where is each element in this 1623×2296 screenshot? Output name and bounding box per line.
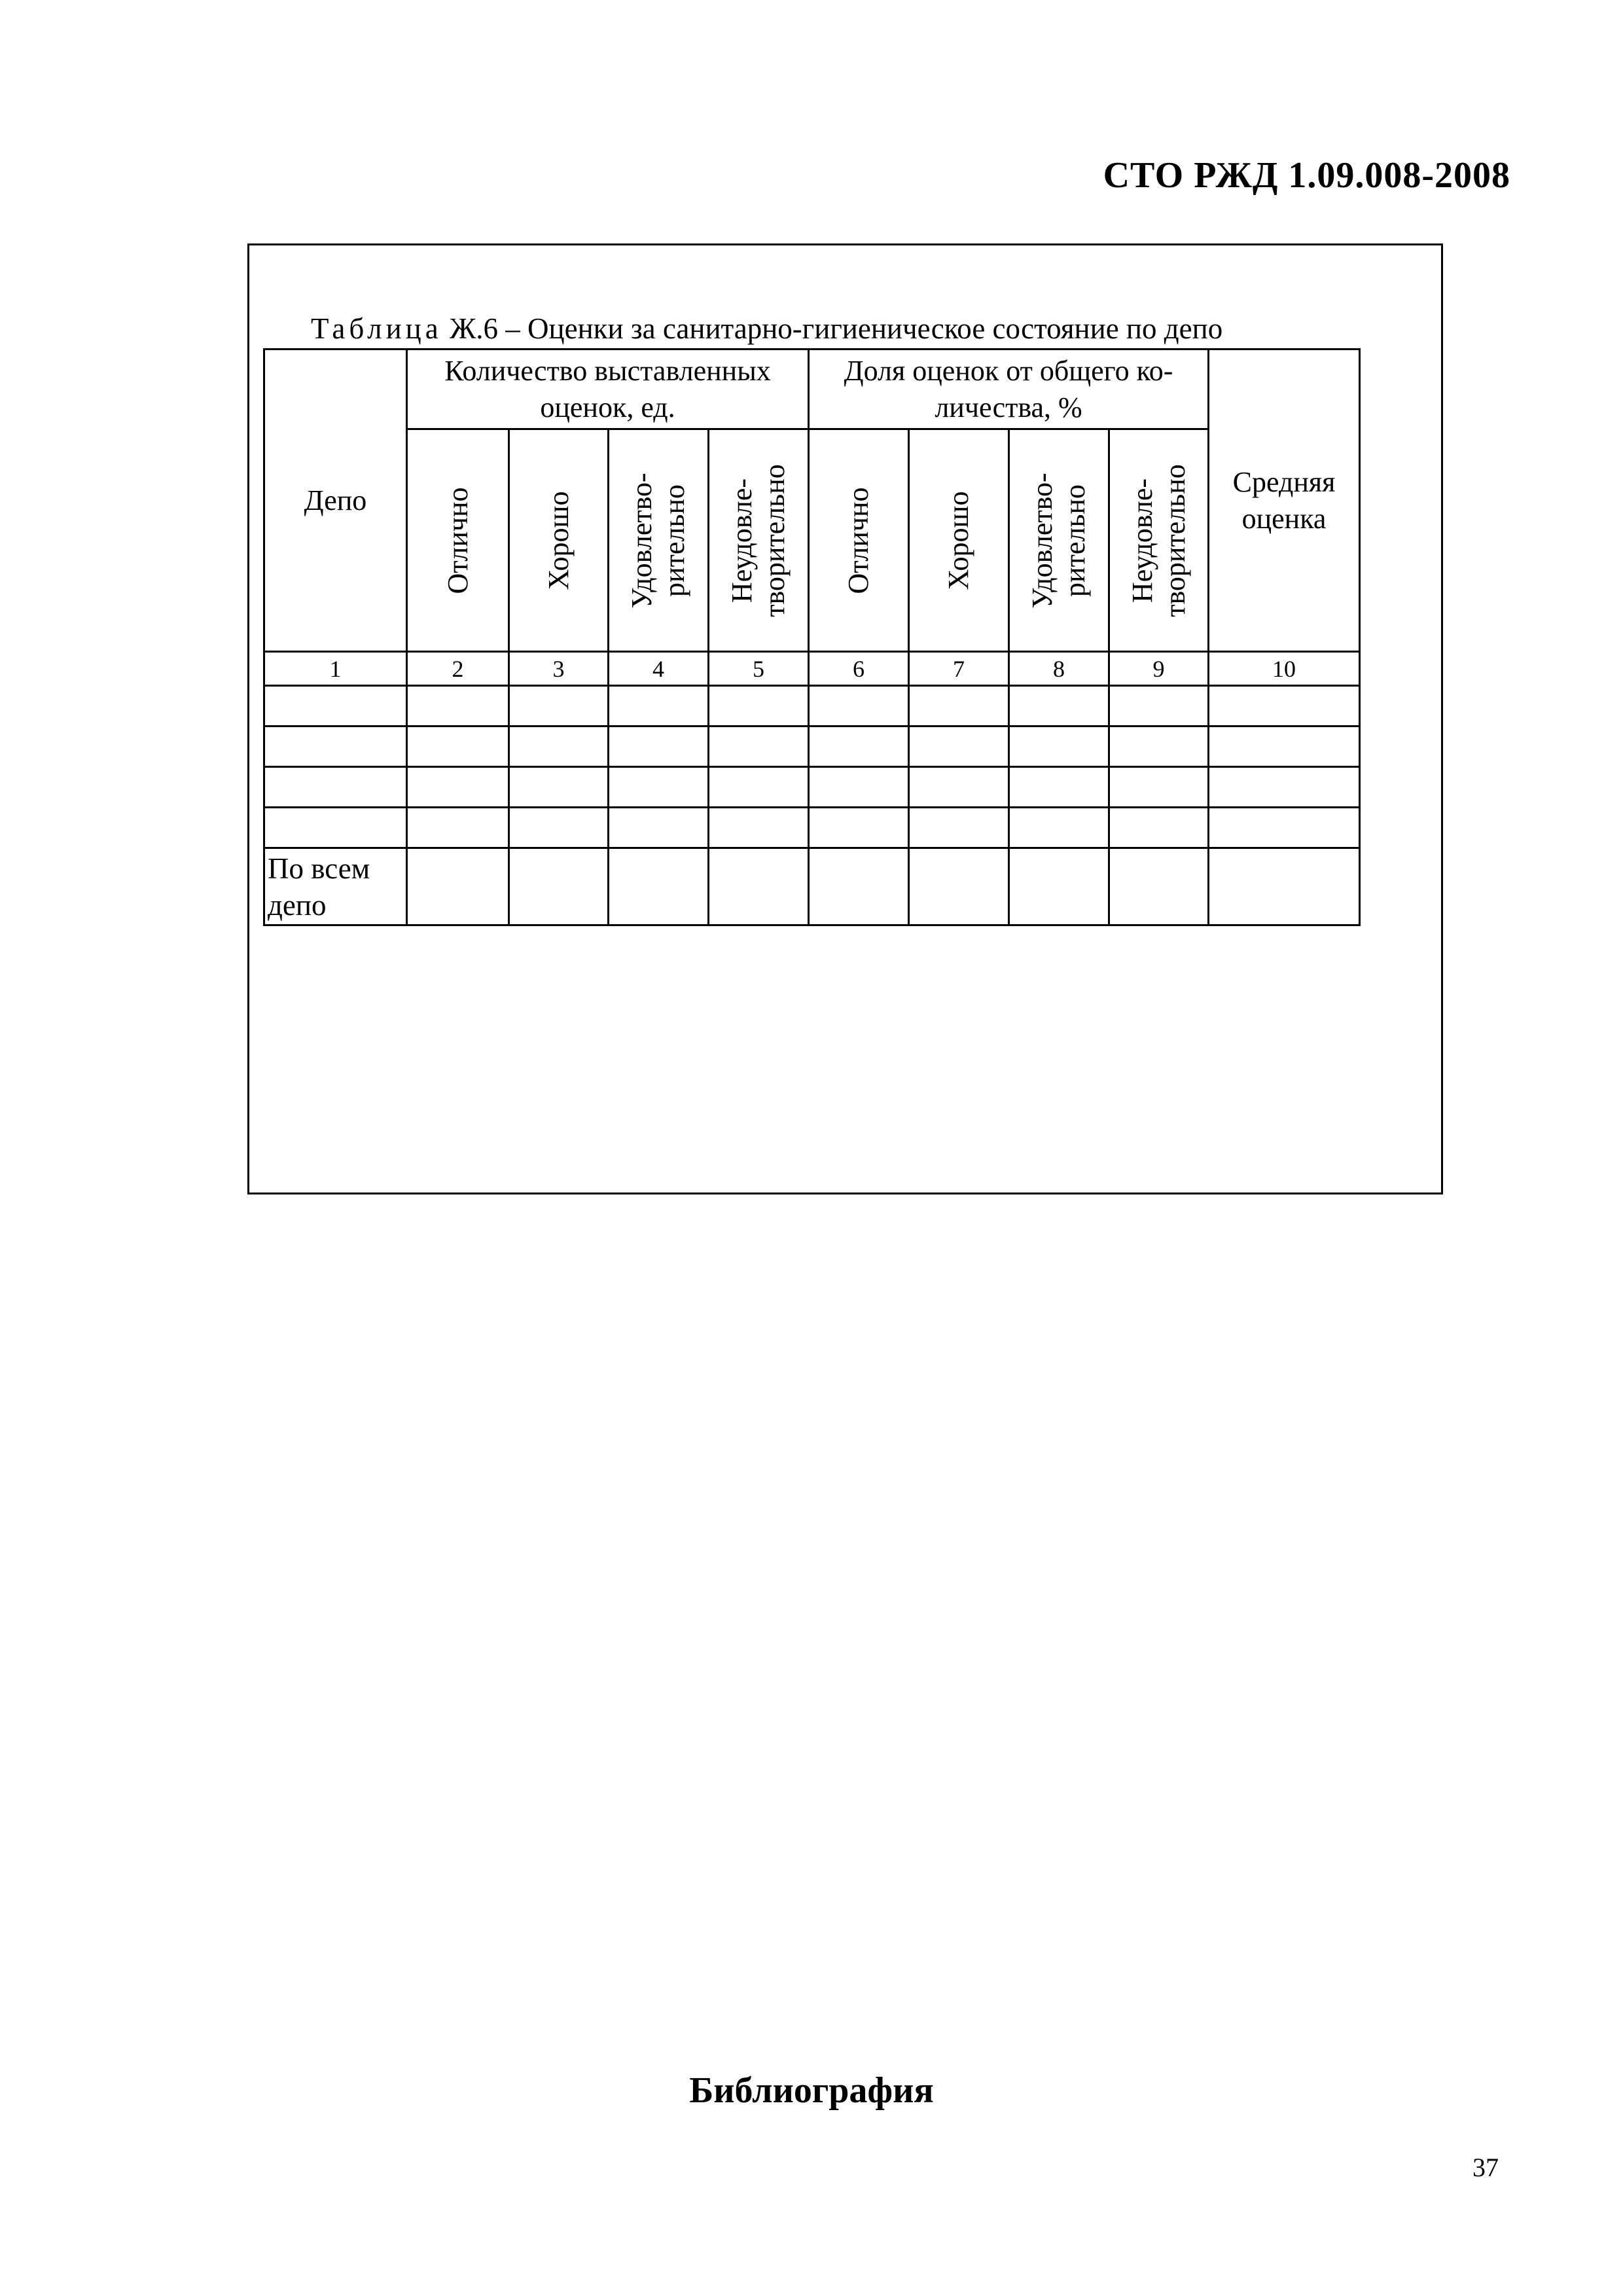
table-cell [1209,767,1360,808]
table-cell [509,726,609,767]
caption-prefix: Таблица [311,312,442,345]
caption-text: Ж.6 – Оценки за санитарно-гигиеническое состояние по депо [442,312,1223,345]
total-label [264,848,407,925]
table-cell [1109,767,1209,808]
subheader-share-satisfactory-line1: Удовлетво- [1026,472,1059,609]
subheader-count-good [509,429,609,652]
table-cell [407,686,509,726]
table-cell [909,848,1009,925]
subheader-count-excellent-label: Отлично [441,486,474,594]
table-cell [809,808,909,848]
header-group-count [407,350,809,429]
table-cell [1109,726,1209,767]
table-cell [809,767,909,808]
table-cell [264,808,407,848]
table-cell [1209,848,1360,925]
table-cell [264,726,407,767]
total-row [264,848,1360,925]
column-number: 10 [1209,652,1360,686]
table-cell [909,808,1009,848]
table-cell [509,808,609,848]
table-cell [407,848,509,925]
table-cell [509,686,609,726]
column-number: 6 [809,652,909,686]
subheader-share-good-label: Хорошо [942,491,975,590]
table-cell [264,767,407,808]
subheader-share-good [909,429,1009,652]
column-number-row [264,652,1360,686]
table-cell [609,808,709,848]
section-title-bibliography: Библиография [689,2070,934,2111]
column-number: 2 [407,652,509,686]
table-cell [1009,686,1109,726]
subheader-count-unsatisfactory-line1: Неудовле- [726,478,758,603]
subheader-count-satisfactory [609,429,709,652]
subheader-share-satisfactory [1009,429,1109,652]
table-cell [407,767,509,808]
header-group-share-line2: личества, % [935,391,1082,423]
table-cell [709,848,809,925]
table-cell [1009,848,1109,925]
table-cell [1209,808,1360,848]
table-cell [1009,808,1109,848]
total-label-line1: По всем [268,852,370,885]
subheader-share-unsatisfactory [1109,429,1209,652]
table-row [264,767,1360,808]
header-average-line1: Средняя [1232,465,1336,498]
table-cell [609,848,709,925]
table-cell [909,767,1009,808]
header-average-line2: оценка [1241,502,1327,535]
total-label-line2: депо [268,888,327,922]
table-cell [709,808,809,848]
table-row [264,726,1360,767]
document-code: СТО РЖД 1.09.008-2008 [1103,155,1510,196]
header-group-count-line2: оценок, ед. [540,391,675,423]
table-cell [407,808,509,848]
header-group-count-line1: Количество выставленных [444,354,771,387]
subheader-share-unsatisfactory-line2: творительно [1158,463,1191,617]
column-number: 5 [709,652,809,686]
subheader-count-good-label: Хорошо [542,491,575,590]
column-number: 9 [1109,652,1209,686]
table-cell [1109,808,1209,848]
table-row [264,686,1360,726]
table-cell [709,726,809,767]
table-cell [1109,848,1209,925]
column-number: 1 [264,652,407,686]
table-cell [509,767,609,808]
table-cell [809,686,909,726]
table-cell [609,767,709,808]
table-cell [407,726,509,767]
header-average [1209,350,1360,652]
column-number: 8 [1009,652,1109,686]
table-cell [1009,767,1109,808]
header-depot: Депо [264,350,407,652]
table-cell [1109,686,1209,726]
subheader-share-excellent-label: Отлично [842,486,875,594]
table-cell [709,686,809,726]
table-cell [809,848,909,925]
subheader-count-excellent [407,429,509,652]
table-cell [909,726,1009,767]
header-group-share [809,350,1209,429]
table-cell [509,848,609,925]
column-number: 4 [609,652,709,686]
subheader-count-unsatisfactory-line2: творительно [758,463,791,617]
table-cell [809,726,909,767]
table-cell [609,726,709,767]
page-number: 37 [1472,2153,1499,2182]
subheader-share-satisfactory-line2: рительно [1059,484,1092,597]
subheader-share-excellent [809,429,909,652]
table-cell [709,767,809,808]
column-number: 7 [909,652,1009,686]
table-row [264,808,1360,848]
subheader-count-satisfactory-line1: Удовлетво- [626,472,658,609]
header-group-share-line1: Доля оценок от общего ко- [844,354,1173,387]
table-cell [1009,726,1109,767]
table-cell [609,686,709,726]
subheader-count-satisfactory-line2: рительно [658,484,690,597]
table-caption [311,312,1222,346]
table-cell [264,686,407,726]
assessment-table [263,348,1361,926]
table-cell [1209,726,1360,767]
subheader-count-unsatisfactory [709,429,809,652]
subheader-share-unsatisfactory-line1: Неудовле- [1126,478,1158,603]
table-cell [1209,686,1360,726]
table-cell [909,686,1009,726]
column-number: 3 [509,652,609,686]
